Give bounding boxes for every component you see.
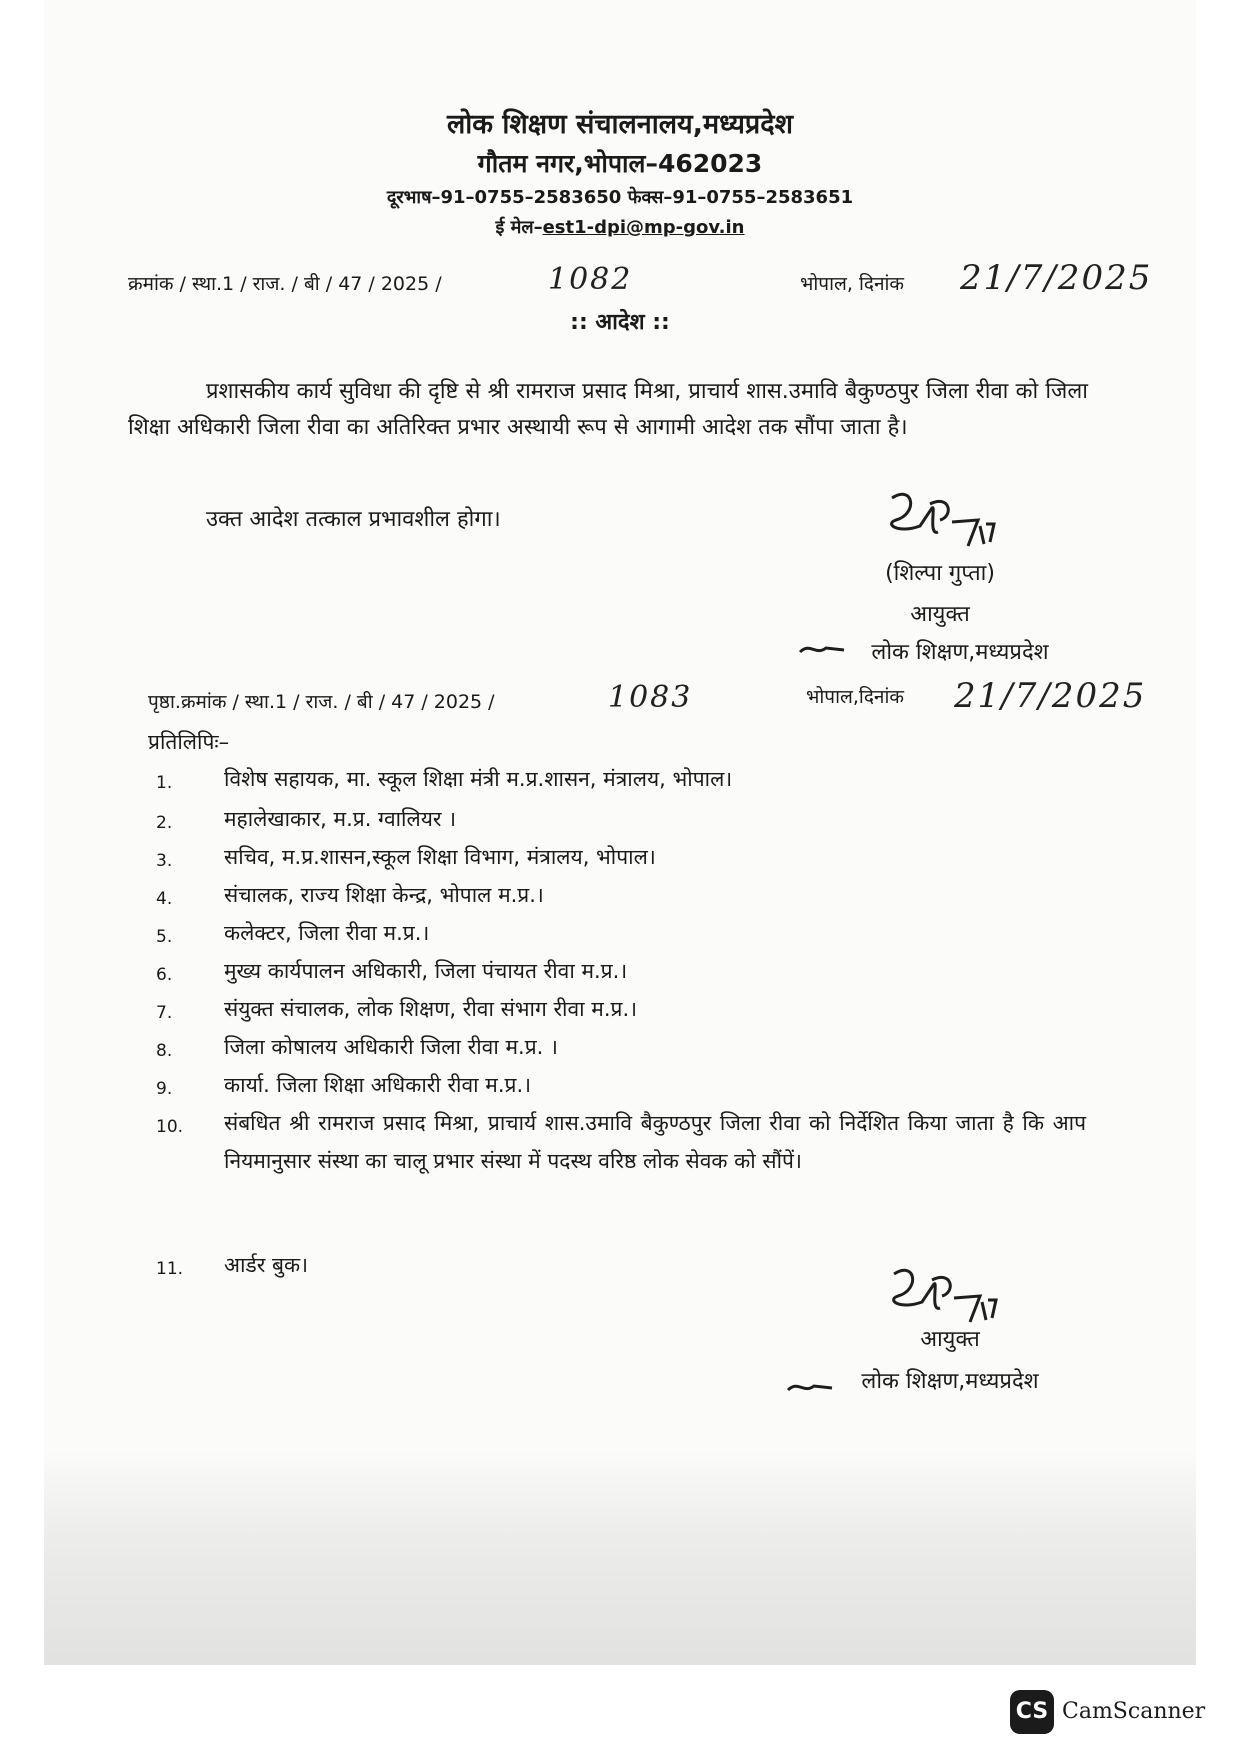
list-item-number: 8. <box>156 1041 173 1061</box>
signatory-name: (शिल्पा गुप्ता) <box>885 561 995 586</box>
list-item-number: 5. <box>156 927 173 947</box>
camscanner-text: CamScanner <box>1062 1699 1206 1724</box>
list-item-text: जिला कोषालय अधिकारी जिला रीवा म.प्र. । <box>224 1035 558 1059</box>
list-item-number: 2. <box>156 813 173 833</box>
list-item-number: 1. <box>156 773 173 793</box>
endorsement-ref-handwritten: 1083 <box>608 680 693 715</box>
order-date-handwritten: 21/7/2025 <box>960 258 1153 298</box>
order-body <box>128 374 1088 446</box>
list-item-number: 7. <box>156 1003 173 1023</box>
signature-1-mark <box>880 486 1000 552</box>
order-effect-text: उक्त आदेश तत्काल प्रभावशील होगा। <box>206 507 501 532</box>
signatory-office: लोक शिक्षण,मध्यप्रदेश <box>871 640 1049 665</box>
phone-fax-line: दूरभाष–91–0755–2583650 फेक्स–91–0755–2583651 <box>386 187 854 208</box>
email-address: est1-dpi@mp-gov.in <box>542 217 745 238</box>
email-prefix: ई मेल– <box>495 217 543 238</box>
order-ref-handwritten: 1082 <box>548 262 633 297</box>
office-address: गौतम नगर,भोपाल–462023 <box>477 149 763 178</box>
list-item-text: कलेक्टर, जिला रीवा म.प्र.। <box>224 921 430 945</box>
endorsement-place-date-label: भोपाल,दिनांक <box>806 686 904 708</box>
signatory-designation: आयुक्त <box>910 602 970 627</box>
endorsement-ref-printed: पृष्ठा.क्रमांक / स्था.1 / राज. / बी / 47 / 2025 / <box>148 691 495 713</box>
scan-shadow <box>44 1450 1196 1665</box>
signature-2-mark <box>882 1262 1002 1328</box>
order-place-date-label: भोपाल, दिनांक <box>800 273 905 295</box>
list-item-text: आर्डर बुक। <box>224 1253 309 1277</box>
copy-to-label: प्रतिलिपिः– <box>148 730 230 754</box>
list-item-text: सचिव, म.प्र.शासन,स्कूल शिक्षा विभाग, मंत्रालय, भोपाल। <box>224 845 656 869</box>
email-line <box>0 215 1240 239</box>
list-item-text: महालेखाकार, म.प्र. ग्वालियर । <box>224 807 457 831</box>
order-title: :: आदेश :: <box>570 310 670 335</box>
list-item-number: 6. <box>156 965 173 985</box>
office-name: लोक शिक्षण संचालनालय,मध्यप्रदेश <box>447 109 793 140</box>
endorsement-date-handwritten: 21/7/2025 <box>954 676 1147 716</box>
endorsement-reference <box>148 688 495 714</box>
list-item-text: मुख्य कार्यपालन अधिकारी, जिला पंचायत रीवा म.प्र.। <box>224 959 628 983</box>
camscanner-logo: CS <box>1010 1690 1054 1734</box>
list-item-number: 11. <box>156 1259 184 1279</box>
list-item-text: संचालक, राज्य शिक्षा केन्द्र, भोपाल म.प्र.। <box>224 883 544 907</box>
order-reference <box>128 270 442 296</box>
list-item-text: संयुक्त संचालक, लोक शिक्षण, रीवा संभाग रीवा म.प्र.। <box>224 997 638 1021</box>
list-item-number: 4. <box>156 889 173 909</box>
order-ref-printed: क्रमांक / स्था.1 / राज. / बी / 47 / 2025 / <box>128 273 442 295</box>
signatory-2-office: लोक शिक्षण,मध्यप्रदेश <box>861 1369 1039 1394</box>
signatory-2-designation: आयुक्त <box>920 1327 980 1352</box>
list-item-number: 3. <box>156 851 173 871</box>
list-item-number: 9. <box>156 1079 173 1099</box>
list-item-text: विशेष सहायक, मा. स्कूल शिक्षा मंत्री म.प्र.शासन, मंत्रालय, भोपाल। <box>224 767 733 791</box>
order-body-text: प्रशासकीय कार्य सुविधा की दृष्टि से श्री रामराज प्रसाद मिश्रा, प्राचार्य शास.उमावि बैकुण्ठपुर जिला रीवा को जिला शिक्षा अधिकारी जिला रीवा का अतिरिक्त प्रभार अस्थायी रूप से आगामी आदेश तक सौंपा जाता है। <box>128 379 1088 440</box>
list-item-number: 10. <box>156 1117 184 1137</box>
list-item-text: संबधित श्री रामराज प्रसाद मिश्रा, प्राचार्य शास.उमावि बैकुण्ठपुर जिला रीवा को निर्देशित किया जाता है कि आप नियमानुसार संस्था का चालू प्रभार संस्था में पदस्थ वरिष्ठ लोक सेवक को सौंपें। <box>224 1111 1086 1173</box>
list-item-text: कार्या. जिला शिक्षा अधिकारी रीवा म.प्र.। <box>224 1073 532 1097</box>
